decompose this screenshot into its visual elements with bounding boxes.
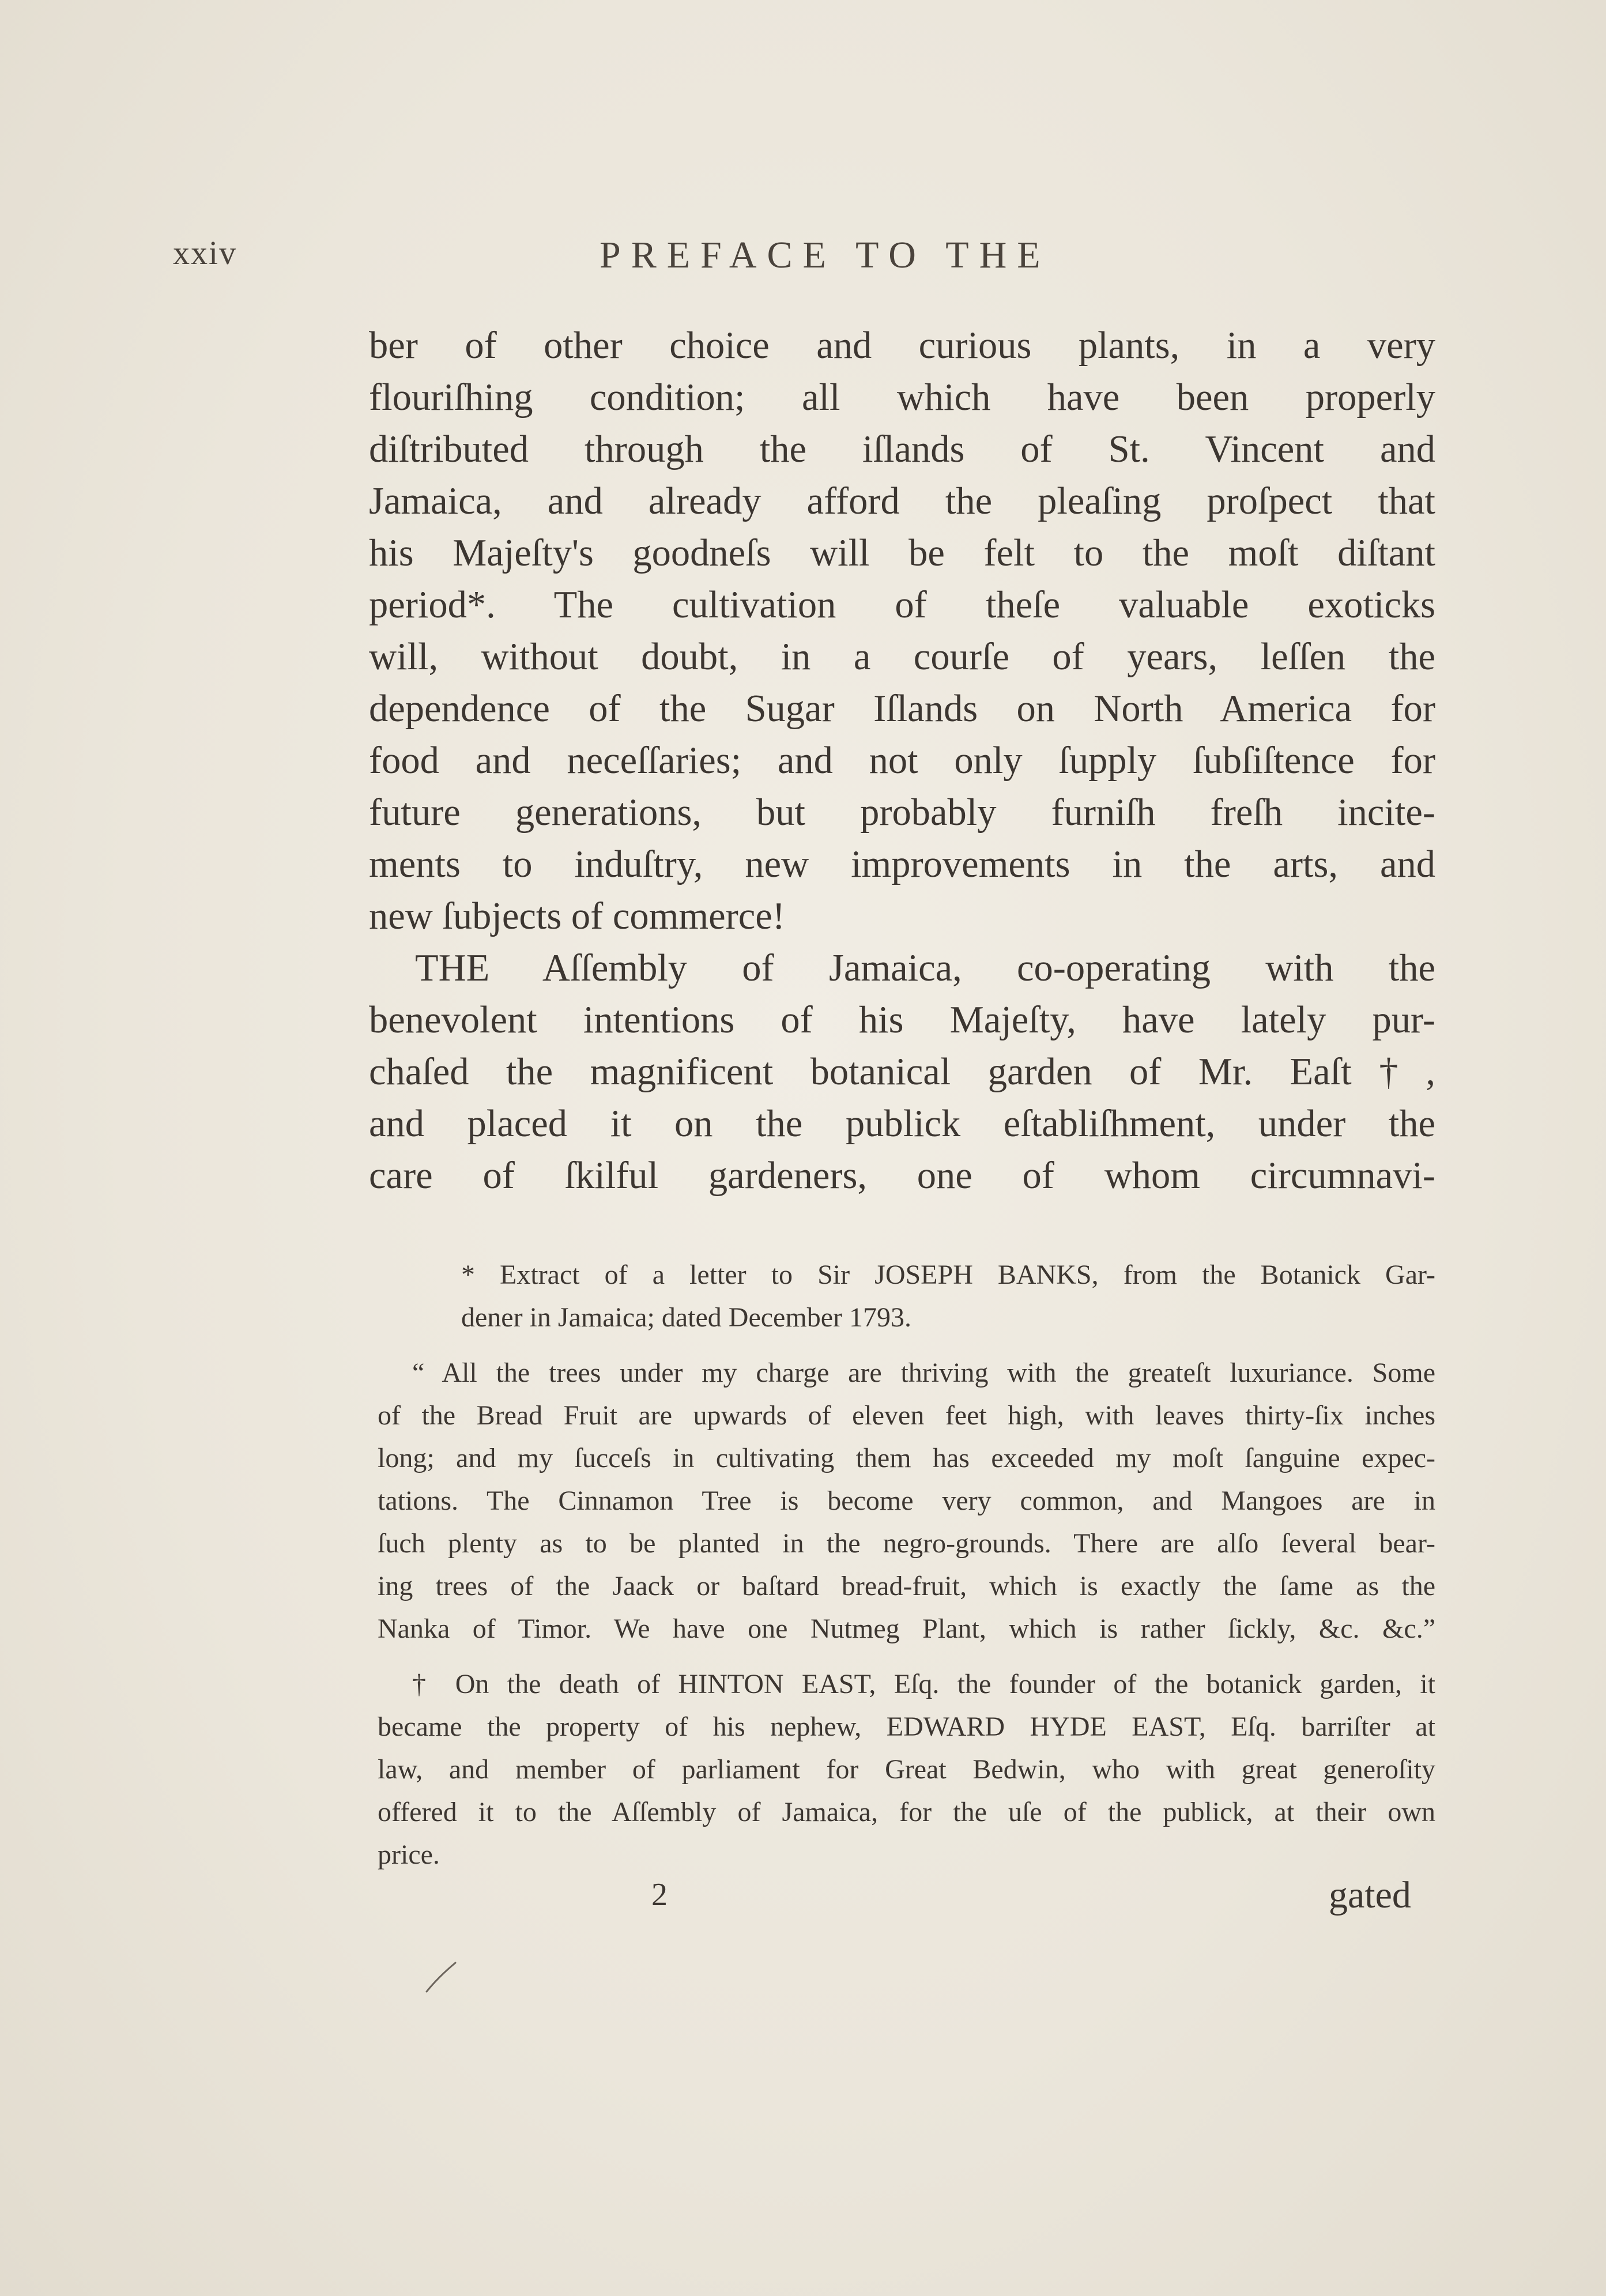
text-line: Jamaica, and already afford the pleaſing proſpect that bbox=[369, 480, 1435, 522]
footnote-dagger bbox=[378, 1663, 1435, 1876]
text-line: new ſubjects of commerce! bbox=[369, 895, 785, 937]
text-line: ments to induſtry, new improvements in the arts, and bbox=[369, 843, 1435, 885]
text-line: his Majeſty's goodneſs will be felt to the moſt diſtant bbox=[369, 532, 1435, 574]
text-line: flouriſhing condition; all which have been properly bbox=[369, 376, 1435, 419]
footnote-line: offered it to the Aſſembly of Jamaica, for the uſe of the publick, at their own bbox=[378, 1797, 1435, 1827]
text-line: will, without doubt, in a courſe of years, leſſen the bbox=[369, 636, 1435, 678]
text-line: care of ſkilful gardeners, one of whom circumnavi- bbox=[369, 1155, 1435, 1197]
footnote-line: long; and my ſucceſs in cultivating them has exceeded my moſt ſanguine expec- bbox=[378, 1443, 1435, 1473]
text-line: THE Aſſembly of Jamaica, co-operating with the bbox=[415, 947, 1435, 989]
footnote-line: Nanka of Timor. We have one Nutmeg Plant, which is rather ſickly, &c. &c.” bbox=[378, 1613, 1435, 1644]
footnote-line: of the Bread Fruit are upwards of eleven feet high, with leaves thirty-ſix inches bbox=[378, 1400, 1435, 1431]
footnote-line: dener in Jamaica; dated December 1793. bbox=[461, 1302, 911, 1333]
footnote-line: * Extract of a letter to Sir JOSEPH BANKS, from the Botanick Gar- bbox=[461, 1260, 1435, 1290]
text-line: chaſed the magnificent botanical garden of Mr. Eaſt†, bbox=[369, 1051, 1435, 1093]
signature-mark: 2 bbox=[651, 1877, 668, 1913]
footnote-star bbox=[378, 1254, 1435, 1339]
page-header bbox=[0, 233, 1606, 285]
text-line: period*. The cultivation of theſe valuable exoticks bbox=[369, 584, 1435, 626]
footnote-line: ing trees of the Jaack or baſtard bread-fruit, which is exactly the ſame as the bbox=[378, 1571, 1435, 1601]
folio-number: xxiv bbox=[173, 234, 237, 272]
footnote-line: price. bbox=[378, 1839, 440, 1870]
pencil-stroke-mark bbox=[424, 1960, 458, 1995]
footnote-line: became the property of his nephew, EDWARD HYDE EAST, Eſq. barriſter at bbox=[378, 1711, 1435, 1742]
text-line: dependence of the Sugar Iſlands on North America for bbox=[369, 688, 1435, 730]
text-line: ber of other choice and curious plants, in a very bbox=[369, 325, 1435, 367]
running-title: PREFACE TO THE bbox=[600, 234, 1051, 276]
text-line: benevolent intentions of his Majeſty, have lately pur- bbox=[369, 999, 1435, 1041]
text-line: diſtributed through the iſlands of St. Vincent and bbox=[369, 428, 1435, 470]
footnotes bbox=[378, 1254, 1435, 1889]
catchword: gated bbox=[1329, 1874, 1411, 1916]
footnote-line: “ All the trees under my charge are thriving with the greateſt luxuriance. Some bbox=[412, 1358, 1435, 1388]
text-line: and placed it on the publick eſtabliſhment, under the bbox=[369, 1103, 1435, 1145]
footnote-line: tations. The Cinnamon Tree is become very common, and Mangoes are in bbox=[378, 1486, 1435, 1516]
text-line: future generations, but probably furniſh freſh incite- bbox=[369, 791, 1435, 834]
main-text bbox=[369, 320, 1435, 1202]
footnote-line: † On the death of HINTON EAST, Eſq. the founder of the botanick garden, it bbox=[412, 1669, 1435, 1699]
text-line: food and neceſſaries; and not only ſupply ſubſiſtence for bbox=[369, 740, 1435, 782]
footnote-quote bbox=[378, 1352, 1435, 1650]
footnote-line: ſuch plenty as to be planted in the negro-grounds. There are alſo ſeveral bear- bbox=[378, 1528, 1435, 1559]
footnote-line: law, and member of parliament for Great Bedwin, who with great generoſity bbox=[378, 1754, 1435, 1785]
